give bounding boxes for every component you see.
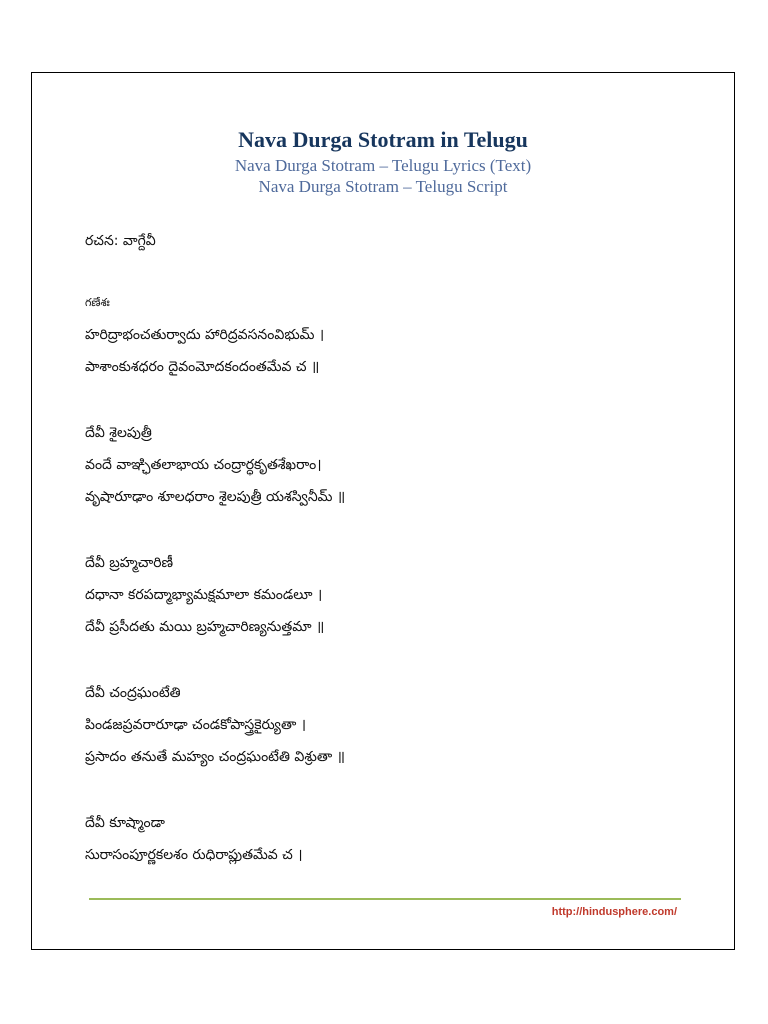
subtitle-lyrics: Nava Durga Stotram – Telugu Lyrics (Text) — [234, 156, 532, 175]
verse-line: వందే వాఞ్ఛితలాభాయ చంద్రార్ధకృతశేఖరాం। — [85, 457, 322, 473]
page-title: Nava Durga Stotram in Telugu — [238, 127, 528, 152]
author-line: రచన: వాగ్దేవీ — [85, 233, 156, 249]
verse-line: దేవీ ప్రసీదతు మయి బ్రహ్మచారిణ్యనుత్తమా ॥ — [85, 619, 325, 635]
verse-line: పిండజప్రవరారూఢా చండకోపాస్త్రకైర్యుతా । — [85, 717, 307, 733]
verse-line: సురాసంపూర్ణకలశం రుధిరాప్లుతమేవ చ । — [85, 847, 303, 863]
subtitle-script: Nava Durga Stotram – Telugu Script — [258, 177, 508, 196]
verse-line: వృషారూఢాం శూలధరాం శైలపుత్రీ యశస్వినీమ్ ॥ — [85, 489, 346, 505]
verse-line: ప్రసాదం తనుతే మహ్యం చంద్రఘంటేతి విశ్రుతా ॥ — [85, 749, 346, 765]
section-heading-shailaputri: దేవీ శైలపుత్రీ — [85, 425, 152, 441]
verse-line: దధానా కరపద్మాభ్యామక్షమాలా కమండలూ । — [85, 587, 323, 603]
footer-link[interactable]: http://hindusphere.com/ — [551, 906, 677, 918]
section-heading-chandraghanta: దేవీ చంద్రఘంటేతి — [85, 685, 181, 701]
document-page — [31, 72, 735, 950]
stotram-body — [85, 225, 685, 871]
verse-line: పాశాంకుశధరం దైవంమోదకందంతమేవ చ ॥ — [85, 359, 320, 375]
section-heading-ganesha: గణేశః — [85, 296, 110, 309]
footer-divider — [89, 898, 681, 900]
section-heading-kushmanda: దేవీ కూష్మాండా — [85, 815, 165, 831]
document-header — [32, 125, 734, 197]
section-heading-brahmacharini: దేవీ బ్రహ్మచారిణీ — [85, 555, 174, 571]
verse-line: హరిద్రాభంచతుర్వాదు హారిద్రవసనంవిభుమ్ । — [85, 327, 325, 343]
